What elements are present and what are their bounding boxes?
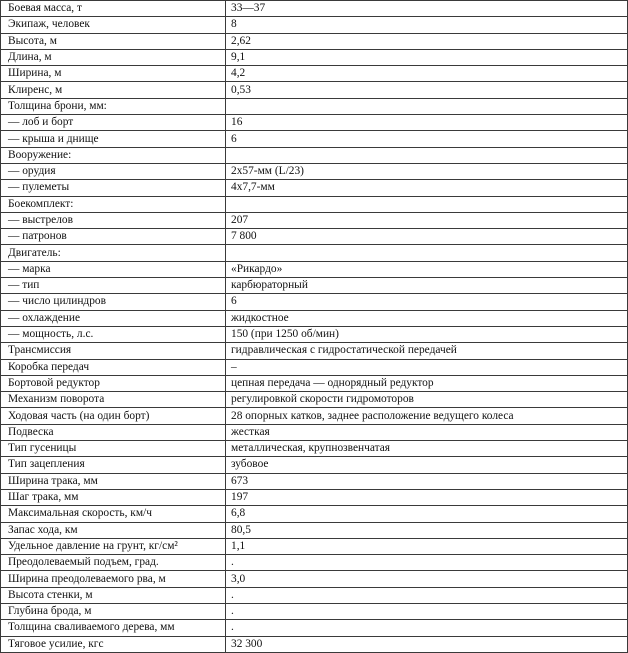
table-row xyxy=(1,66,628,82)
spec-value: 0,53 xyxy=(226,82,628,98)
spec-label: Тяговое усилие, кгс xyxy=(1,636,226,652)
spec-label: Длина, м xyxy=(1,49,226,65)
spec-value: 33—37 xyxy=(226,1,628,17)
spec-value: жидкостное xyxy=(226,310,628,326)
spec-label: Ширина, м xyxy=(1,66,226,82)
table-row xyxy=(1,359,628,375)
spec-value: 673 xyxy=(226,473,628,489)
table-row xyxy=(1,49,628,65)
spec-value: 207 xyxy=(226,212,628,228)
spec-value: металлическая, крупнозвенчатая xyxy=(226,441,628,457)
spec-label: Ходовая часть (на один борт) xyxy=(1,408,226,424)
spec-label: Максимальная скорость, км/ч xyxy=(1,506,226,522)
spec-value: 9,1 xyxy=(226,49,628,65)
spec-label: Толщина сваливаемого дерева, мм xyxy=(1,620,226,636)
table-row xyxy=(1,17,628,33)
spec-label: Высота, м xyxy=(1,33,226,49)
spec-value: жесткая xyxy=(226,424,628,440)
spec-label: — выстрелов xyxy=(1,212,226,228)
table-row xyxy=(1,620,628,636)
spec-value: зубовое xyxy=(226,457,628,473)
spec-value: 7 800 xyxy=(226,229,628,245)
spec-label: Механизм поворота xyxy=(1,392,226,408)
table-row xyxy=(1,489,628,505)
table-row xyxy=(1,294,628,310)
spec-value: 80,5 xyxy=(226,522,628,538)
table-row xyxy=(1,522,628,538)
table-row xyxy=(1,147,628,163)
table-row xyxy=(1,98,628,114)
spec-value: . xyxy=(226,620,628,636)
spec-value: 4,2 xyxy=(226,66,628,82)
table-row xyxy=(1,326,628,342)
spec-value xyxy=(226,98,628,114)
table-row xyxy=(1,278,628,294)
spec-label: Ширина преодолеваемого рва, м xyxy=(1,571,226,587)
table-row xyxy=(1,441,628,457)
table-row xyxy=(1,163,628,179)
spec-value: . xyxy=(226,587,628,603)
spec-value xyxy=(226,147,628,163)
spec-value: 32 300 xyxy=(226,636,628,652)
spec-value: – xyxy=(226,359,628,375)
spec-label: — мощность, л.с. xyxy=(1,326,226,342)
table-row xyxy=(1,392,628,408)
spec-label: Клиренс, м xyxy=(1,82,226,98)
spec-label: Экипаж, человек xyxy=(1,17,226,33)
spec-value: 28 опорных катков, заднее расположение ведущего колеса xyxy=(226,408,628,424)
spec-label: Подвеска xyxy=(1,424,226,440)
spec-label: — тип xyxy=(1,278,226,294)
table-row xyxy=(1,473,628,489)
spec-label: — марка xyxy=(1,261,226,277)
spec-label: Тип зацепления xyxy=(1,457,226,473)
table-row xyxy=(1,310,628,326)
table-row xyxy=(1,506,628,522)
table-row xyxy=(1,196,628,212)
spec-label: — число цилиндров xyxy=(1,294,226,310)
table-row xyxy=(1,82,628,98)
spec-label: Двигатель: xyxy=(1,245,226,261)
spec-value: 6 xyxy=(226,131,628,147)
spec-label: Трансмиссия xyxy=(1,343,226,359)
spec-value: 4x7,7-мм xyxy=(226,180,628,196)
specifications-body xyxy=(1,1,628,653)
spec-value: 6 xyxy=(226,294,628,310)
spec-label: Бортовой редуктор xyxy=(1,375,226,391)
spec-value: 16 xyxy=(226,115,628,131)
table-row xyxy=(1,131,628,147)
spec-value: 2x57-мм (L/23) xyxy=(226,163,628,179)
spec-value: регулировкой скорости гидромоторов xyxy=(226,392,628,408)
table-row xyxy=(1,587,628,603)
spec-value: 2,62 xyxy=(226,33,628,49)
spec-value: «Рикардо» xyxy=(226,261,628,277)
spec-value: карбюраторный xyxy=(226,278,628,294)
spec-value: цепная передача — однорядный редуктор xyxy=(226,375,628,391)
spec-label: — патронов xyxy=(1,229,226,245)
table-row xyxy=(1,212,628,228)
table-row xyxy=(1,343,628,359)
spec-label: Запас хода, км xyxy=(1,522,226,538)
table-row xyxy=(1,115,628,131)
table-row xyxy=(1,33,628,49)
table-row xyxy=(1,603,628,619)
spec-label: — охлаждение xyxy=(1,310,226,326)
table-row xyxy=(1,571,628,587)
spec-value: 150 (при 1250 об/мин) xyxy=(226,326,628,342)
table-row xyxy=(1,1,628,17)
spec-label: — пулеметы xyxy=(1,180,226,196)
spec-label: — орудия xyxy=(1,163,226,179)
spec-value: . xyxy=(226,555,628,571)
table-row xyxy=(1,180,628,196)
spec-label: Глубина брода, м xyxy=(1,603,226,619)
table-row xyxy=(1,408,628,424)
spec-value: . xyxy=(226,603,628,619)
spec-label: Коробка передач xyxy=(1,359,226,375)
spec-value: гидравлическая с гидростатической передачей xyxy=(226,343,628,359)
spec-label: — лоб и борт xyxy=(1,115,226,131)
spec-value: 197 xyxy=(226,489,628,505)
table-row xyxy=(1,555,628,571)
spec-label: Шаг трака, мм xyxy=(1,489,226,505)
spec-label: Преодолеваемый подъем, град. xyxy=(1,555,226,571)
spec-label: Вооружение: xyxy=(1,147,226,163)
spec-label: — крыша и днище xyxy=(1,131,226,147)
spec-value xyxy=(226,245,628,261)
table-row xyxy=(1,245,628,261)
spec-value: 1,1 xyxy=(226,538,628,554)
spec-label: Толщина брони, мм: xyxy=(1,98,226,114)
spec-value: 3,0 xyxy=(226,571,628,587)
spec-label: Высота стенки, м xyxy=(1,587,226,603)
table-row xyxy=(1,636,628,652)
spec-label: Боевая масса, т xyxy=(1,1,226,17)
spec-label: Боекомплект: xyxy=(1,196,226,212)
spec-value: 6,8 xyxy=(226,506,628,522)
spec-value: 8 xyxy=(226,17,628,33)
table-row xyxy=(1,261,628,277)
table-row xyxy=(1,457,628,473)
table-row xyxy=(1,229,628,245)
spec-value xyxy=(226,196,628,212)
spec-label: Ширина трака, мм xyxy=(1,473,226,489)
spec-label: Тип гусеницы xyxy=(1,441,226,457)
table-row xyxy=(1,538,628,554)
spec-label: Удельное давление на грунт, кг/см² xyxy=(1,538,226,554)
table-row xyxy=(1,375,628,391)
table-row xyxy=(1,424,628,440)
